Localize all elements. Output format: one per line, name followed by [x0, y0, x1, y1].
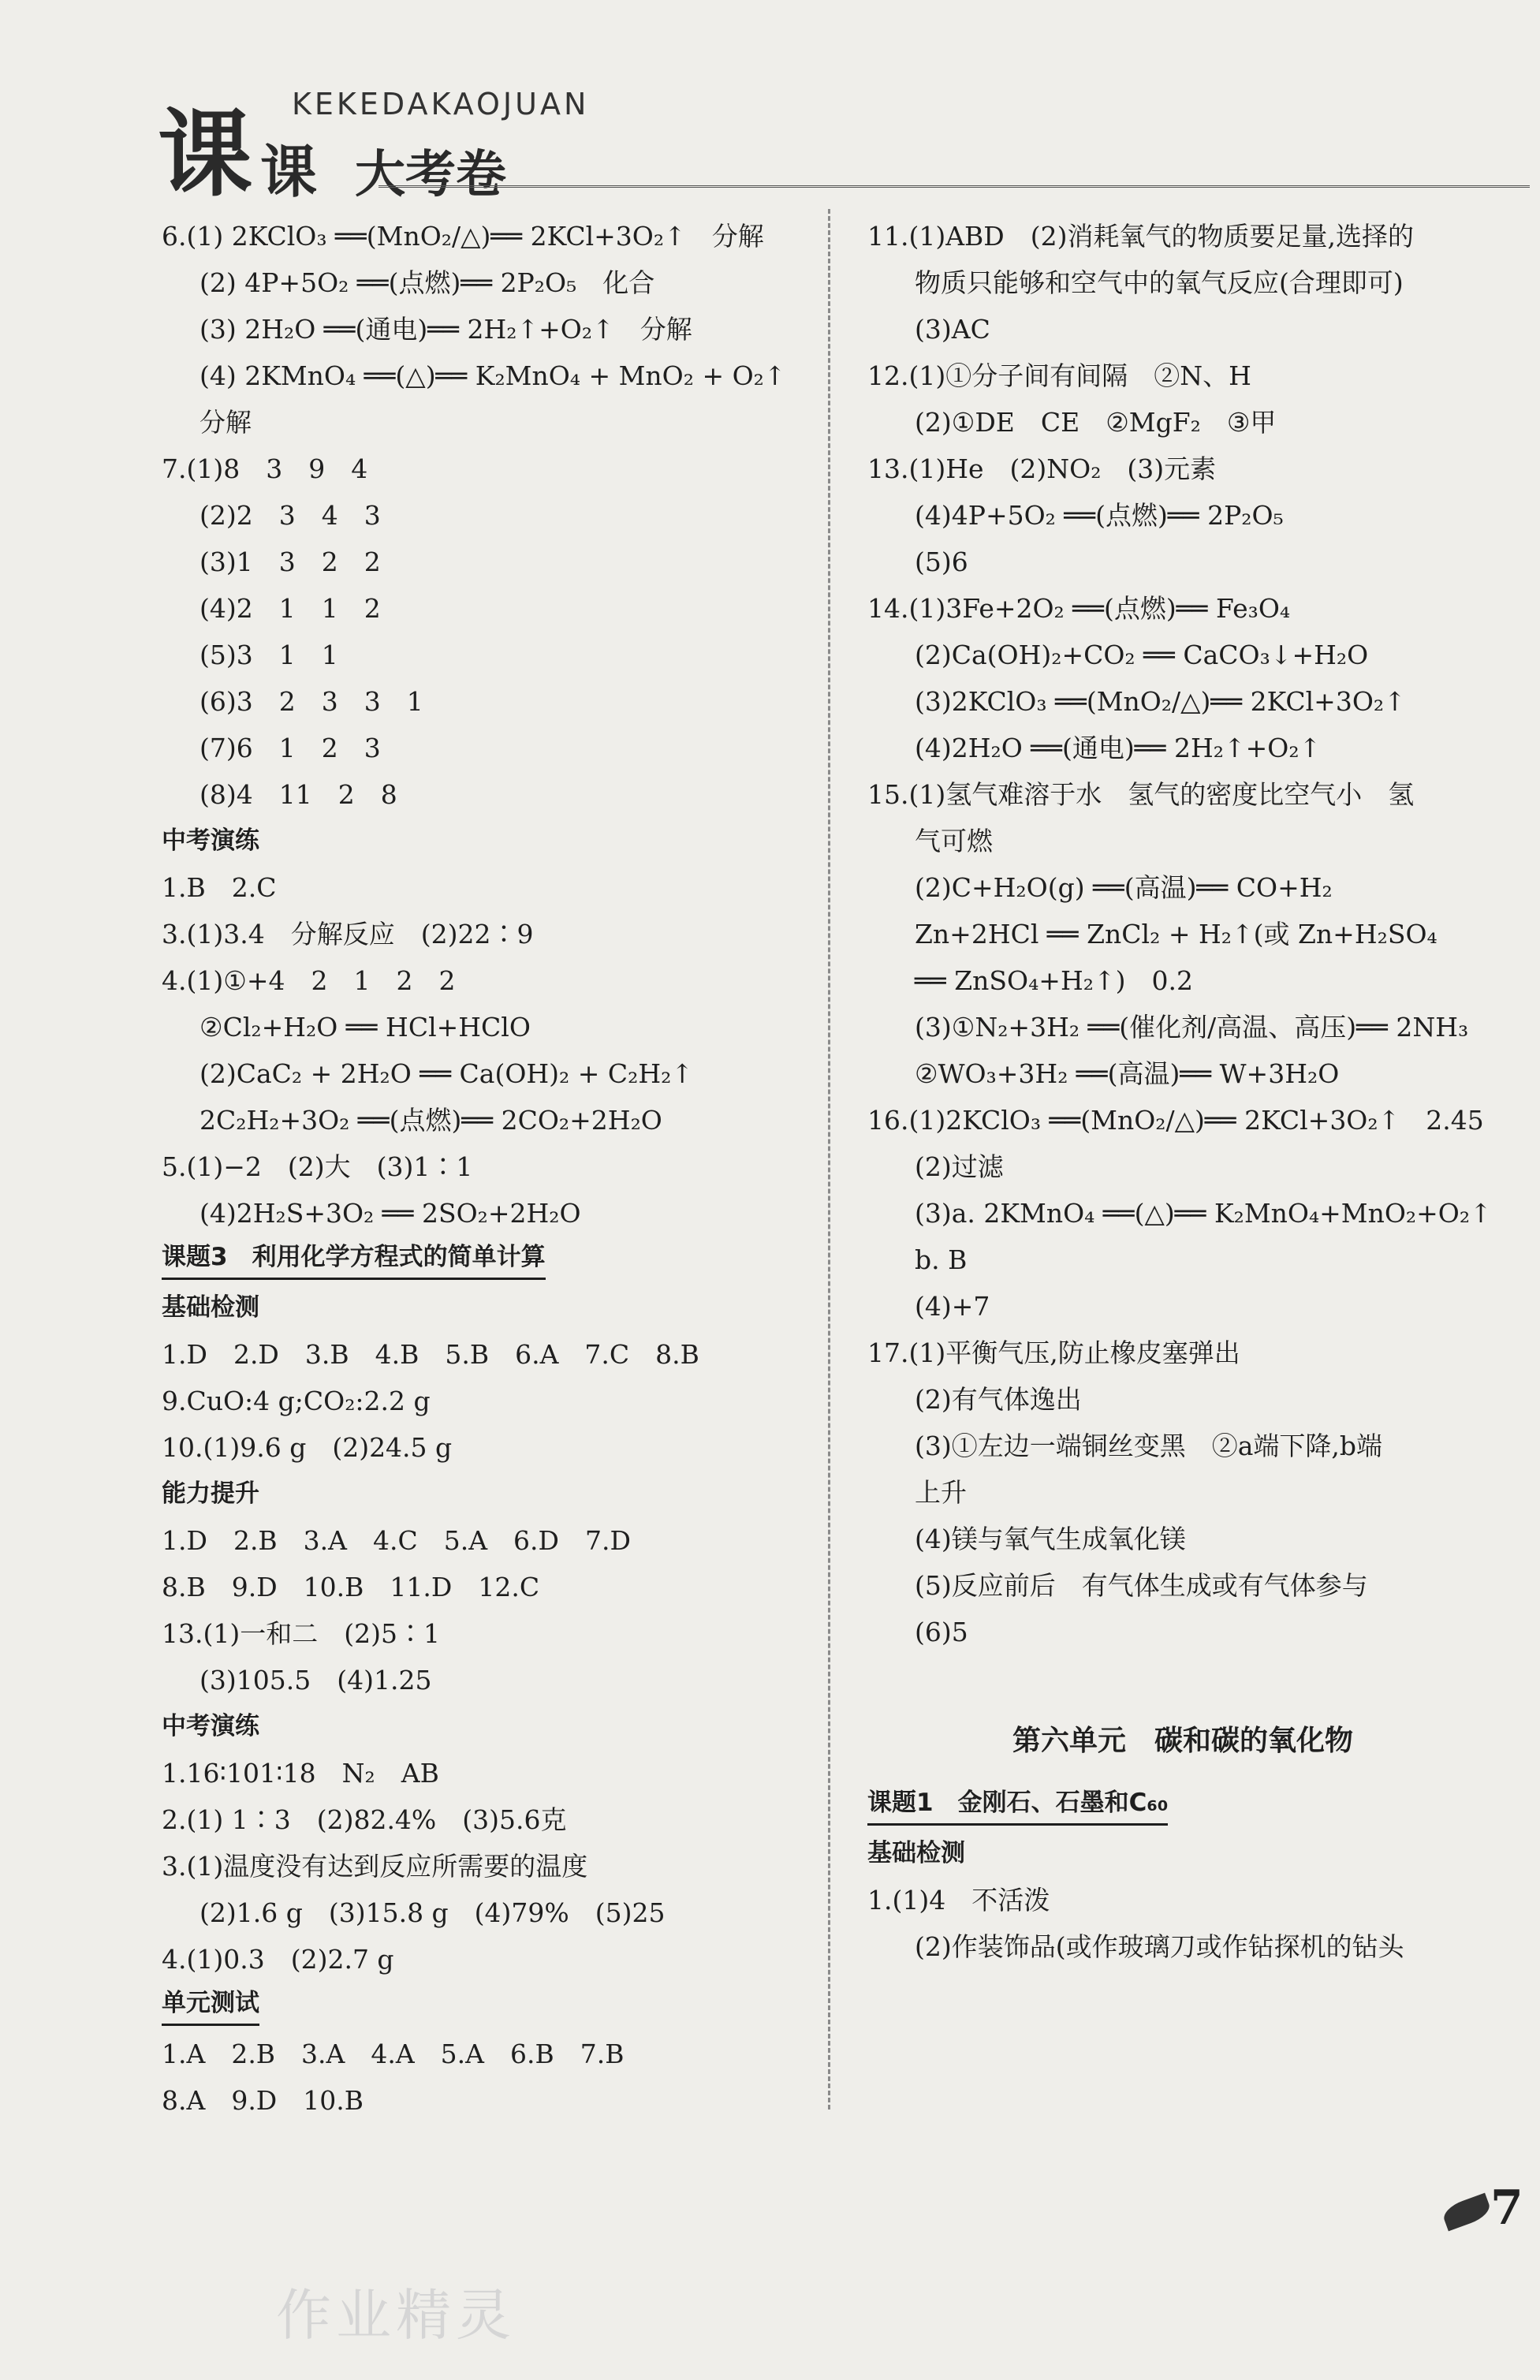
watermark: 作业精灵 — [276, 2283, 516, 2348]
section-heading: 中考演练 — [162, 1712, 259, 1740]
section-heading: 能力提升 — [162, 1479, 259, 1508]
answer-line: (4)+7 — [915, 1291, 990, 1322]
answer-line: (3)AC — [915, 314, 990, 345]
unit-title: 第六单元 碳和碳的氧化物 — [1012, 1725, 1353, 1757]
answer-line: 8.B 9.D 10.B 11.D 12.C — [162, 1572, 540, 1602]
section-heading: 中考演练 — [162, 826, 259, 855]
section-heading: 课题3 利用化学方程式的简单计算 — [162, 1237, 546, 1280]
header-rule — [378, 185, 1530, 188]
answer-line: (2)作装饰品(或作玻璃刀或作钻探机的钻头 — [915, 1931, 1404, 1962]
answer-line: 1.D 2.D 3.B 4.B 5.B 6.A 7.C 8.B — [162, 1339, 699, 1370]
answer-line: ②Cl₂+H₂O ══ HCl+HClO — [199, 1012, 531, 1043]
answer-line: (4)2H₂O ══(通电)══ 2H₂↑+O₂↑ — [915, 733, 1322, 763]
answer-line: 4.(1)①+4 2 1 2 2 — [162, 965, 456, 996]
answer-line: (2)C+H₂O(g) ══(高温)══ CO+H₂ — [915, 872, 1333, 903]
answer-line: 上升 — [915, 1477, 967, 1508]
answer-line: 1.16∶101∶18 N₂ AB — [162, 1758, 439, 1789]
answer-line: Zn+2HCl ══ ZnCl₂ + H₂↑(或 Zn+H₂SO₄ — [915, 919, 1437, 949]
answer-line: (4)2 1 1 2 — [199, 593, 381, 624]
answer-line: 13.(1)一和二 (2)5∶1 — [162, 1618, 440, 1649]
answer-line: (4)2H₂S+3O₂ ══ 2SO₂+2H₂O — [199, 1198, 581, 1229]
answer-line: 6.(1) 2KClO₃ ══(MnO₂/△)══ 2KCl+3O₂↑ 分解 — [162, 221, 764, 252]
answer-line: 15.(1)氢气难溶于水 氢气的密度比空气小 氢 — [867, 779, 1415, 810]
answer-line: (3)105.5 (4)1.25 — [199, 1665, 432, 1695]
answer-line: 1.A 2.B 3.A 4.A 5.A 6.B 7.B — [162, 2039, 625, 2069]
right-answers-unit6 — [867, 1782, 1498, 1970]
page-header — [110, 71, 1530, 210]
answer-line: 16.(1)2KClO₃ ══(MnO₂/△)══ 2KCl+3O₂↑ 2.45 — [867, 1105, 1484, 1136]
answer-line: (2) 4P+5O₂ ══(点燃)══ 2P₂O₅ 化合 — [199, 267, 655, 298]
answer-line: 10.(1)9.6 g (2)24.5 g — [162, 1432, 453, 1463]
answer-line: (7)6 1 2 3 — [199, 733, 381, 763]
answer-line: (3)①左边一端铜丝变黑 ②a端下降,b端 — [915, 1431, 1383, 1461]
leaf-icon — [1441, 2193, 1493, 2232]
right-answers — [867, 213, 1498, 1655]
answer-line: 物质只能够和空气中的氧气反应(合理即可) — [915, 267, 1404, 298]
answer-line: 3.(1)3.4 分解反应 (2)22∶9 — [162, 919, 534, 949]
answer-line: (2)过滤 — [915, 1151, 1004, 1182]
section-heading: 基础检测 — [162, 1293, 259, 1322]
answer-line: ══ ZnSO₄+H₂↑) 0.2 — [915, 965, 1193, 996]
answer-line: (2)CaC₂ + 2H₂O ══ Ca(OH)₂ + C₂H₂↑ — [199, 1058, 694, 1089]
right-column — [867, 213, 1498, 1970]
answer-line: 14.(1)3Fe+2O₂ ══(点燃)══ Fe₃O₄ — [867, 593, 1291, 624]
answer-line: (2)1.6 g (3)15.8 g (4)79% (5)25 — [199, 1897, 666, 1928]
answer-line: 3.(1)温度没有达到反应所需要的温度 — [162, 1851, 588, 1882]
series-logo-pinyin: KEKEDAKAOJUAN — [292, 87, 590, 121]
answer-line: 2.(1) 1∶3 (2)82.4% (3)5.6克 — [162, 1804, 567, 1835]
answer-line: 4.(1)0.3 (2)2.7 g — [162, 1944, 394, 1975]
answer-line: (3)1 3 2 2 — [199, 547, 381, 577]
answer-line: 8.A 9.D 10.B — [162, 2085, 364, 2116]
answer-line: (4) 2KMnO₄ ══(△)══ K₂MnO₄ + MnO₂ + O₂↑ — [199, 360, 786, 391]
column-divider — [828, 209, 830, 2110]
answer-line: 1.D 2.B 3.A 4.C 5.A 6.D 7.D — [162, 1525, 631, 1556]
series-logo-char: 课 — [158, 99, 252, 210]
section-heading: 单元测试 — [162, 1983, 259, 2026]
answer-line: 9.CuO:4 g;CO₂:2.2 g — [162, 1386, 431, 1416]
answer-line: (5)6 — [915, 547, 968, 577]
section-heading: 基础检测 — [867, 1839, 965, 1867]
answer-line: (3)2KClO₃ ══(MnO₂/△)══ 2KCl+3O₂↑ — [915, 686, 1406, 717]
answer-line: 12.(1)①分子间有间隔 ②N、H — [867, 360, 1251, 391]
answer-line: 13.(1)He (2)NO₂ (3)元素 — [867, 453, 1217, 484]
answer-line: 1.B 2.C — [162, 872, 277, 903]
answer-line: (2)2 3 4 3 — [199, 500, 381, 531]
answer-line: (2)①DE CE ②MgF₂ ③甲 — [915, 407, 1277, 438]
answer-line: 2C₂H₂+3O₂ ══(点燃)══ 2CO₂+2H₂O — [199, 1105, 662, 1136]
page-number: 7 — [1490, 2180, 1523, 2236]
left-column — [162, 213, 808, 2124]
answer-line: 气可燃 — [915, 826, 993, 856]
section-heading: 课题1 金刚石、石墨和C₆₀ — [867, 1782, 1168, 1826]
answer-line: (2)有气体逸出 — [915, 1384, 1082, 1415]
answer-line: 17.(1)平衡气压,防止橡皮塞弹出 — [867, 1337, 1240, 1368]
answer-line: (5)反应前后 有气体生成或有气体参与 — [915, 1570, 1368, 1601]
answer-line: (6)5 — [915, 1617, 968, 1647]
answer-line: (4)镁与氧气生成氧化镁 — [915, 1524, 1186, 1554]
answer-line: b. B — [915, 1244, 968, 1275]
answer-line: ②WO₃+3H₂ ══(高温)══ W+3H₂O — [915, 1058, 1340, 1089]
answer-line: 1.(1)4 不活泼 — [867, 1885, 1050, 1916]
answer-line: 分解 — [199, 407, 252, 438]
series-logo-name: 大考卷 — [355, 145, 506, 204]
answer-line: (5)3 1 1 — [199, 640, 338, 670]
answer-line: (2)Ca(OH)₂+CO₂ ══ CaCO₃↓+H₂O — [915, 640, 1369, 670]
series-logo-char-2: 课 — [260, 138, 318, 205]
answer-line: 7.(1)8 3 9 4 — [162, 453, 368, 484]
answer-line: (3) 2H₂O ══(通电)══ 2H₂↑+O₂↑ 分解 — [199, 314, 692, 345]
answer-line: (3)a. 2KMnO₄ ══(△)══ K₂MnO₄+MnO₂+O₂↑ — [915, 1198, 1492, 1229]
answer-line: (6)3 2 3 3 1 — [199, 686, 423, 717]
answer-line: (3)①N₂+3H₂ ══(催化剂/高温、高压)══ 2NH₃ — [915, 1012, 1469, 1043]
answer-line: (8)4 11 2 8 — [199, 779, 397, 810]
answer-line: (4)4P+5O₂ ══(点燃)══ 2P₂O₅ — [915, 500, 1284, 531]
answer-line: 11.(1)ABD (2)消耗氧气的物质要足量,选择的 — [867, 221, 1414, 252]
answer-line: 5.(1)−2 (2)大 (3)1∶1 — [162, 1151, 473, 1182]
